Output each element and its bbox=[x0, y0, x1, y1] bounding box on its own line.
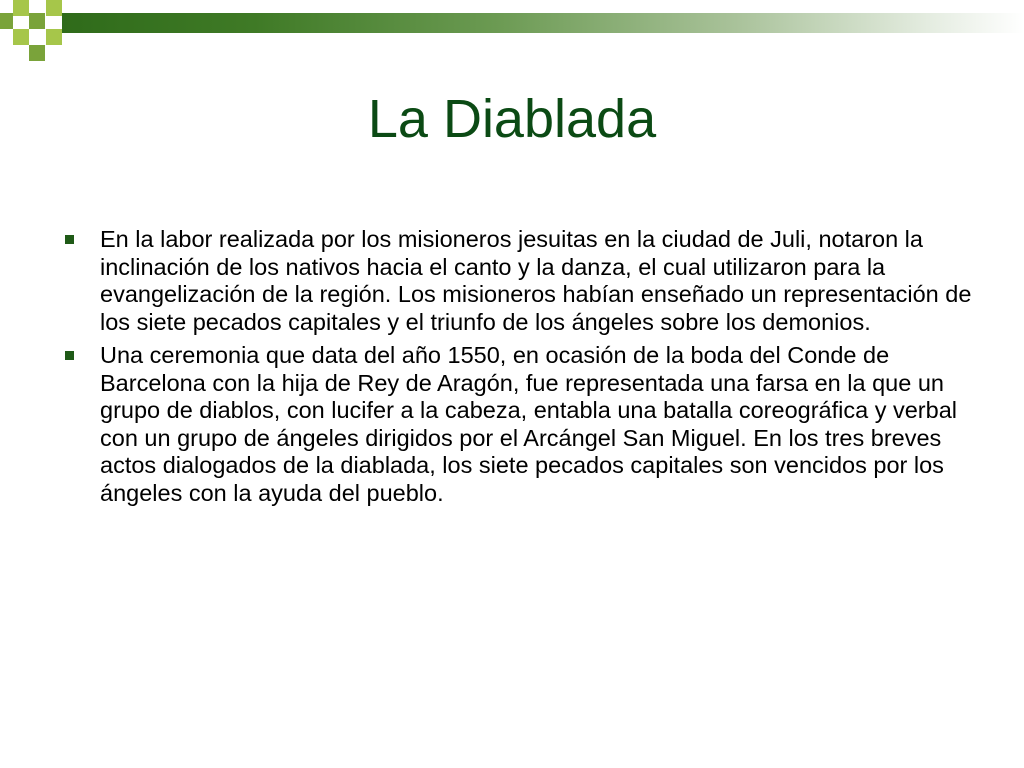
deco-square bbox=[46, 0, 62, 16]
deco-square bbox=[13, 29, 29, 45]
bullet-text: En la labor realizada por los misioneros jesuitas en la ciudad de Juli, notaron la inclinación de los nativos hacia el canto y la danza, el cual utilizaron para la evangelización de la región. Los misioneros habían enseñado un representación de los siete pecados capitales y el triunfo de los ángeles sobre los demonios. bbox=[100, 226, 972, 335]
header-gradient-band bbox=[62, 13, 1024, 33]
deco-square bbox=[0, 13, 13, 29]
deco-square bbox=[29, 13, 45, 29]
bullet-item bbox=[62, 226, 972, 336]
square-bullet-icon bbox=[65, 351, 74, 360]
deco-square bbox=[46, 29, 62, 45]
bullet-list bbox=[62, 226, 972, 513]
slide-title: La Diablada bbox=[367, 89, 657, 149]
bullet-text: Una ceremonia que data del año 1550, en ocasión de la boda del Conde de Barcelona con la hija de Rey de Aragón, fue representada una farsa en la que un grupo de diablos, con lucifer a la cabeza, entabla una batalla coreográfica y verbal con un grupo de ángeles dirigidos por el Arcángel San Miguel. En los tres breves actos dialogados de la diablada, los siete pecados capitales son vencidos por los ángeles con la ayuda del pueblo. bbox=[100, 342, 957, 506]
deco-square bbox=[29, 45, 45, 61]
bullet-item bbox=[62, 342, 972, 507]
deco-square bbox=[13, 0, 29, 16]
square-bullet-icon bbox=[65, 235, 74, 244]
